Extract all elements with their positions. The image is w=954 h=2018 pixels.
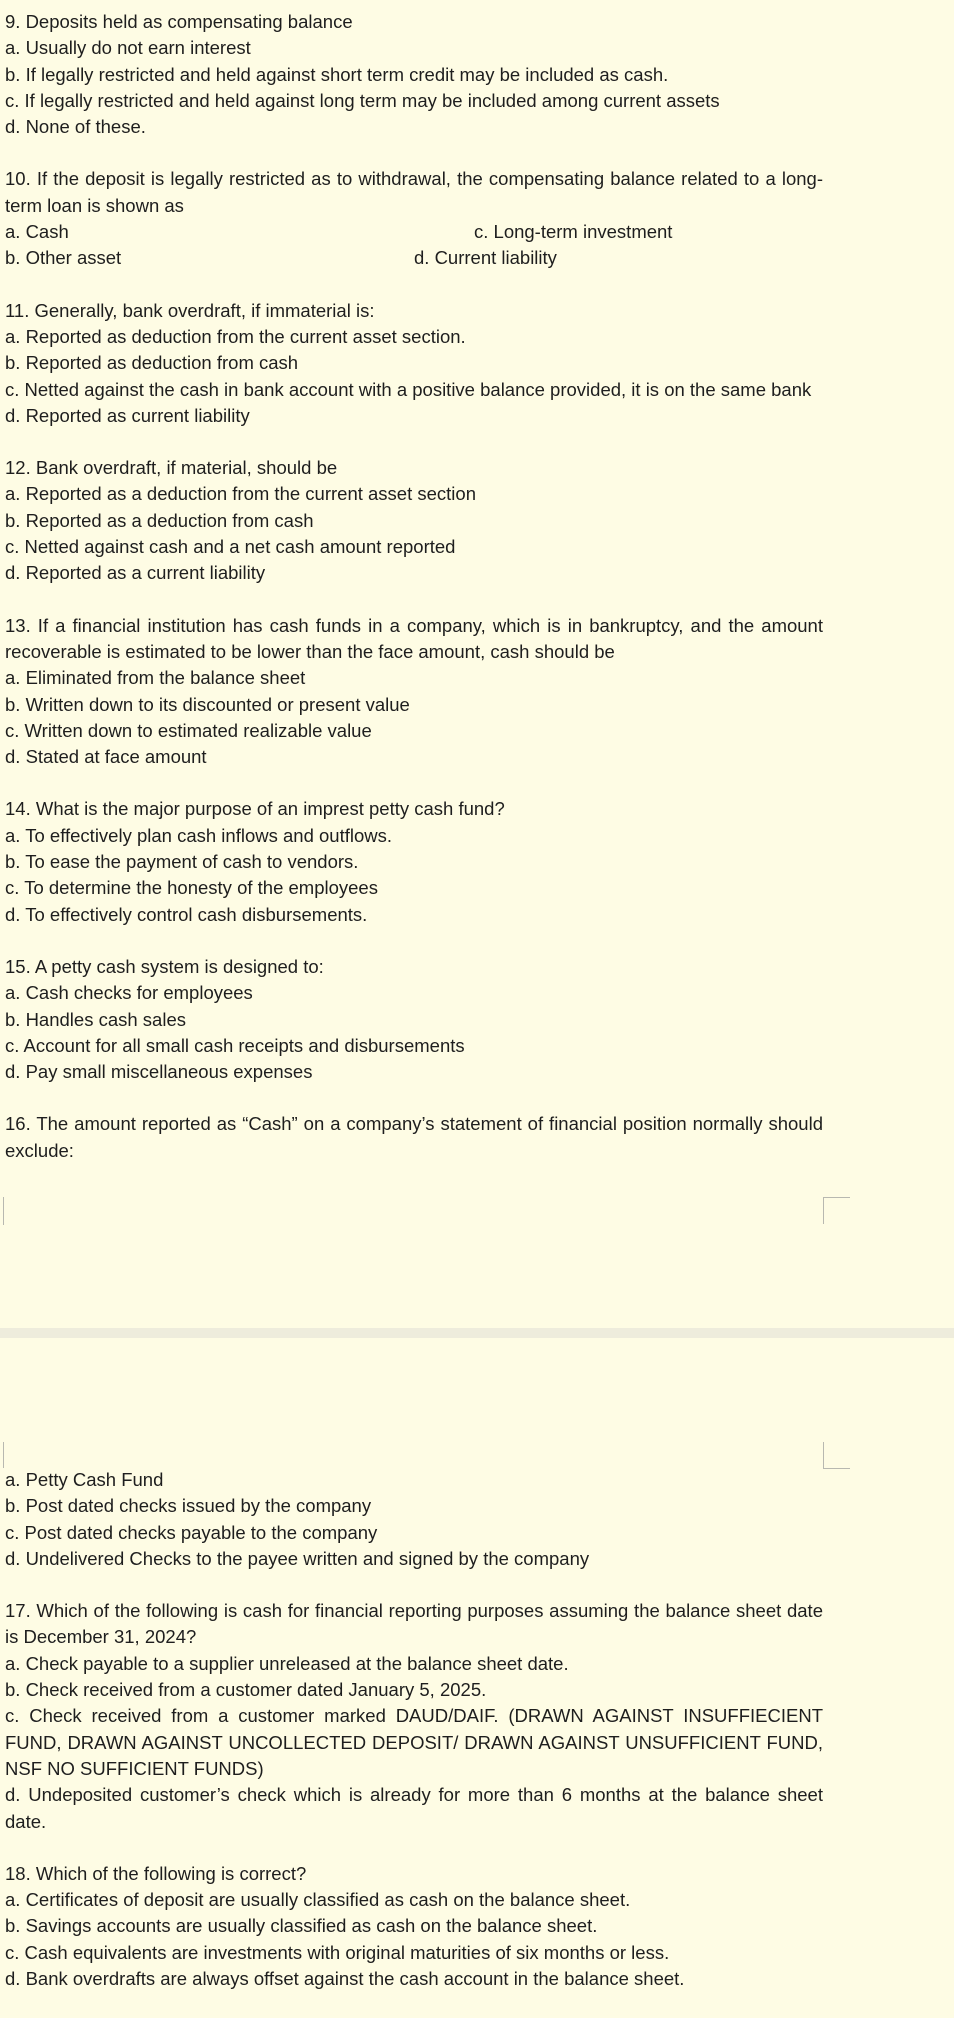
option-c: c. Long-term investment (474, 221, 673, 243)
question-16 (5, 1111, 823, 1164)
options-grid (5, 219, 823, 272)
question-13 (5, 613, 823, 771)
question-stem: 18. Which of the following is correct? (5, 1862, 307, 1884)
option-b: b. To ease the payment of cash to vendors. (5, 851, 359, 873)
question-stem: 9. Deposits held as compensating balance (5, 11, 353, 32)
option-b: b. Check received from a customer dated January 5, 2025. (5, 1679, 487, 1701)
option-b: b. Handles cash sales (5, 1008, 186, 1030)
question-14 (5, 796, 823, 927)
option-d: d. None of these. (5, 116, 146, 138)
option-d: d. Undeposited customer’s check which is already for more than 6 months at the balance sheet date. (5, 1784, 823, 1832)
option-b: b. Other asset (5, 247, 122, 269)
option-b: b. Savings accounts are usually classified as cash on the balance sheet. (5, 1915, 598, 1937)
question-stem: 15. A petty cash system is designed to: (5, 955, 324, 977)
question-9 (5, 9, 823, 140)
question-stem: 17. Which of the following is cash for financial reporting purposes assuming the balance sheet date is December 31, 2024? (5, 1600, 823, 1648)
option-a: a. Petty Cash Fund (5, 1469, 164, 1490)
question-11 (5, 298, 823, 429)
option-b: b. Post dated checks issued by the company (5, 1495, 372, 1517)
question-12 (5, 455, 823, 586)
option-a: a. Usually do not earn interest (5, 37, 251, 59)
document-page-top (5, 9, 823, 1190)
question-stem: 13. If a financial institution has cash funds in a company, which is in bankruptcy, and the amount recoverable is estimated to be lower than the face amount, cash should be (5, 614, 823, 662)
page-corner-mark (3, 1442, 30, 1468)
question-stem: 14. What is the major purpose of an imprest petty cash fund? (5, 798, 505, 820)
option-c: c. Netted against the cash in bank account with a positive balance provided, it is on the same bank (5, 378, 812, 400)
option-b: b. If legally restricted and held against short term credit may be included as cash. (5, 63, 669, 85)
page-corner-mark (823, 1442, 850, 1469)
option-a: a. Eliminated from the balance sheet (5, 667, 306, 689)
question-15 (5, 954, 823, 1085)
question-10 (5, 166, 823, 271)
question-stem: 10. If the deposit is legally restricted as to withdrawal, the compensating balance related to a long-term loan is shown as (5, 168, 823, 216)
option-d: d. Reported as a current liability (5, 562, 266, 584)
page-corner-mark (823, 1197, 850, 1224)
option-a: a. Cash checks for employees (5, 982, 253, 1004)
option-a: a. Reported as a deduction from the current asset section (5, 483, 476, 505)
option-c: c. Post dated checks payable to the company (5, 1521, 378, 1543)
question-stem: 16. The amount reported as “Cash” on a company’s statement of financial position normally should exclude: (5, 1113, 823, 1161)
option-b: b. Written down to its discounted or present value (5, 693, 410, 715)
option-c: c. Account for all small cash receipts and disbursements (5, 1034, 465, 1056)
option-c: c. Netted against cash and a net cash amount reported (5, 536, 456, 558)
question-stem: 11. Generally, bank overdraft, if immaterial is: (5, 299, 375, 321)
option-c: c. Cash equivalents are investments with original maturities of six months or less. (5, 1941, 670, 1963)
option-a: a. Cash (5, 221, 69, 243)
question-17 (5, 1598, 823, 1835)
page-corner-mark (3, 1197, 30, 1225)
option-c: c. Written down to estimated realizable value (5, 719, 372, 741)
option-a: a. Reported as deduction from the current asset section. (5, 325, 466, 347)
option-d: d. Stated at face amount (5, 746, 207, 768)
option-a: a. To effectively plan cash inflows and outflows. (5, 824, 393, 846)
document-page-bottom (5, 1467, 823, 2018)
question-16-options (5, 1467, 823, 1572)
option-d: d. Reported as current liability (5, 404, 250, 426)
option-b: b. Reported as deduction from cash (5, 352, 299, 374)
option-d: d. Current liability (414, 247, 557, 269)
question-18 (5, 1861, 823, 1992)
option-d: d. Pay small miscellaneous expenses (5, 1061, 313, 1083)
option-d: d. To effectively control cash disbursements. (5, 903, 368, 925)
option-b: b. Reported as a deduction from cash (5, 509, 314, 531)
question-stem: 12. Bank overdraft, if material, should be (5, 457, 338, 479)
option-d: d. Bank overdrafts are always offset against the cash account in the balance sheet. (5, 1968, 685, 1990)
option-c: c. To determine the honesty of the employees (5, 877, 378, 899)
option-d: d. Undelivered Checks to the payee written and signed by the company (5, 1547, 590, 1569)
page-break (0, 1328, 954, 1338)
option-c: c. Check received from a customer marked DAUD/DAIF. (DRAWN AGAINST INSUFFIECIENT FUND, DRAWN AGAINST UNCOLLECTED DEPOSIT/ DRAWN AGAINST UNSUFFICIENT FUND, NSF NO SUFFICIENT FUNDS) (5, 1705, 823, 1779)
option-c: c. If legally restricted and held against long term may be included among current assets (5, 89, 720, 111)
option-a: a. Check payable to a supplier unreleased at the balance sheet date. (5, 1652, 569, 1674)
option-a: a. Certificates of deposit are usually classified as cash on the balance sheet. (5, 1889, 631, 1911)
